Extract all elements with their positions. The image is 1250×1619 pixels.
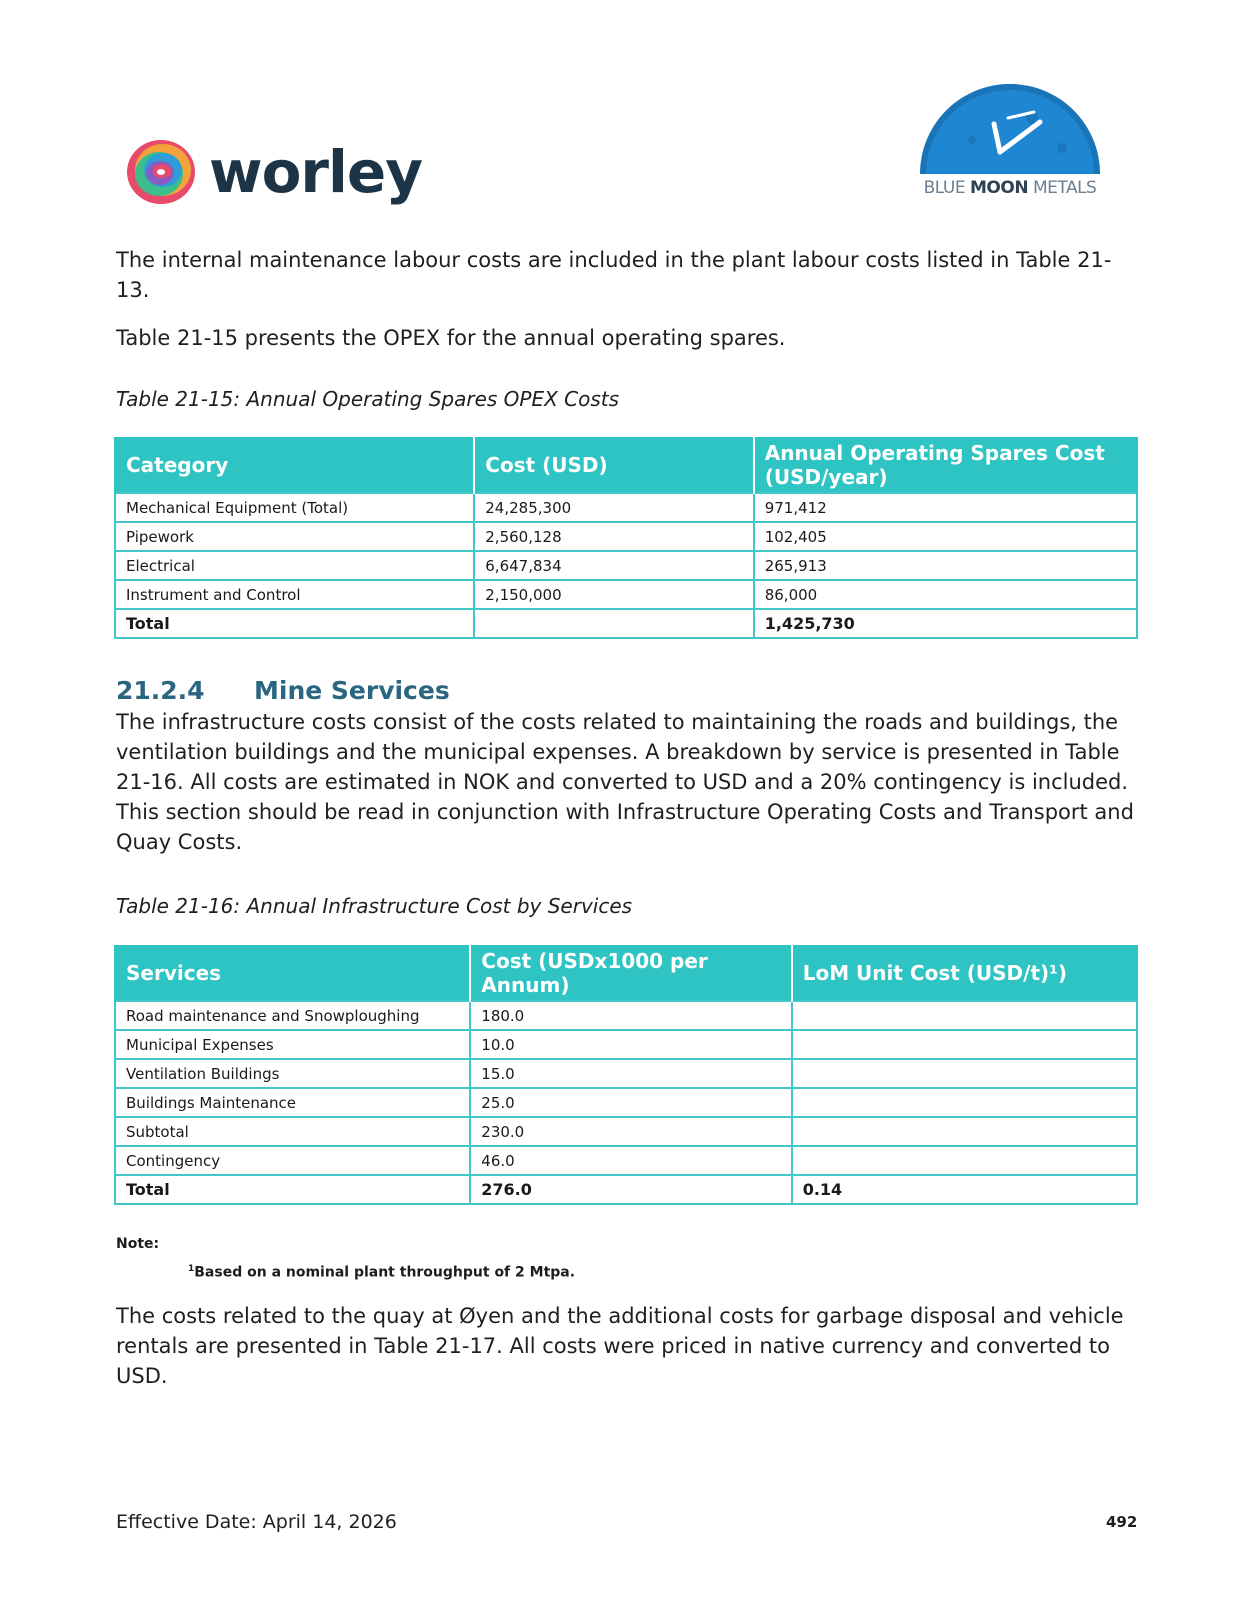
column-header: Cost (USDx1000 per Annum) [470,945,791,1001]
table-cell [474,609,753,638]
table-cell: Mechanical Equipment (Total) [115,493,474,522]
column-header: Cost (USD) [474,437,753,493]
table-header-row [115,437,1137,493]
table-cell: 86,000 [754,580,1137,609]
footer-effective-date: Effective Date: April 14, 2026 [116,1511,397,1533]
table-row [115,522,1137,551]
table-cell: Total [115,609,474,638]
table-cell: 230.0 [470,1117,791,1146]
table-cell [792,1059,1137,1088]
table-cell: 25.0 [470,1088,791,1117]
worley-logo-text: worley [209,138,423,206]
paragraph-infrastructure-costs: The infrastructure costs consist of the costs related to maintaining the roads and buildings, the ventilation buildings and the municipal expenses. A breakdown by service is presented in Table 21-16. All costs are estimated in NOK and converted to USD and a 20% contingency is included. This section should be read in conjunction with Infrastructure Operating Costs and Transport and Quay Costs. [116,710,1134,854]
section-heading [116,676,450,705]
table-cell: 10.0 [470,1030,791,1059]
paragraph-quay-costs: The costs related to the quay at Øyen and the additional costs for garbage disposal and vehicle rentals are presented in Table 21-17. All costs were priced in native currency and converted to USD. [116,1304,1124,1388]
table-cell: 265,913 [754,551,1137,580]
table-header-row [115,945,1137,1001]
table-cell: 180.0 [470,1001,791,1030]
table-cell [792,1146,1137,1175]
column-header: Services [115,945,470,1001]
table-cell [792,1030,1137,1059]
table-row [115,1146,1137,1175]
table-cell: Subtotal [115,1117,470,1146]
table-21-15 [114,437,1138,639]
table-cell: 2,150,000 [474,580,753,609]
table-cell [792,1117,1137,1146]
table-cell: 971,412 [754,493,1137,522]
table-cell: 24,285,300 [474,493,753,522]
blue-moon-metals-logo [912,78,1108,204]
table-cell: 0.14 [792,1175,1137,1204]
table-cell: 102,405 [754,522,1137,551]
table-cell: Contingency [115,1146,470,1175]
column-header: Category [115,437,474,493]
table-21-15-caption: Table 21-15: Annual Operating Spares OPEX Costs [116,387,620,411]
table-cell: 46.0 [470,1146,791,1175]
table-cell [792,1088,1137,1117]
section-number: 21.2.4 [116,676,205,705]
table-cell: Buildings Maintenance [115,1088,470,1117]
table-cell: Road maintenance and Snowploughing [115,1001,470,1030]
note-label: Note: [116,1236,160,1252]
table-row [115,1030,1137,1059]
table-cell: Municipal Expenses [115,1030,470,1059]
worley-swirl-icon [123,134,199,210]
column-header: Annual Operating Spares Cost (USD/year) [754,437,1137,493]
table-cell: Electrical [115,551,474,580]
footer-page-number: 492 [1106,1513,1138,1531]
footnote [188,1264,575,1281]
table-cell: 2,560,128 [474,522,753,551]
table-cell [792,1001,1137,1030]
table-row [115,1088,1137,1117]
table-cell: Ventilation Buildings [115,1059,470,1088]
table-cell: 1,425,730 [754,609,1137,638]
table-cell: Pipework [115,522,474,551]
paragraph-opex-intro: Table 21-15 presents the OPEX for the annual operating spares. [116,326,786,350]
blue-moon-metals-wordmark: BLUE MOON METALS [923,178,1097,198]
table-row [115,551,1137,580]
table-cell: 276.0 [470,1175,791,1204]
table-row [115,493,1137,522]
footnote-text: Based on a nominal plant throughput of 2 Mtpa. [194,1264,576,1281]
table-row [115,580,1137,609]
paragraph-maintenance-labour: The internal maintenance labour costs are included in the plant labour costs listed in Table 21-13. [116,248,1112,302]
column-header: LoM Unit Cost (USD/t)¹) [792,945,1137,1001]
table-cell: 6,647,834 [474,551,753,580]
footnote-marker: 1 [188,1264,195,1274]
table-cell: Instrument and Control [115,580,474,609]
table-21-16 [114,945,1138,1205]
table-total-row [115,609,1137,638]
table-row [115,1059,1137,1088]
blue-moon-icon [912,78,1108,178]
worley-logo [123,132,422,212]
table-row [115,1001,1137,1030]
table-total-row [115,1175,1137,1204]
table-cell: Total [115,1175,470,1204]
table-row [115,1117,1137,1146]
table-21-16-caption: Table 21-16: Annual Infrastructure Cost by Services [116,894,633,918]
section-title: Mine Services [254,676,450,705]
table-cell: 15.0 [470,1059,791,1088]
